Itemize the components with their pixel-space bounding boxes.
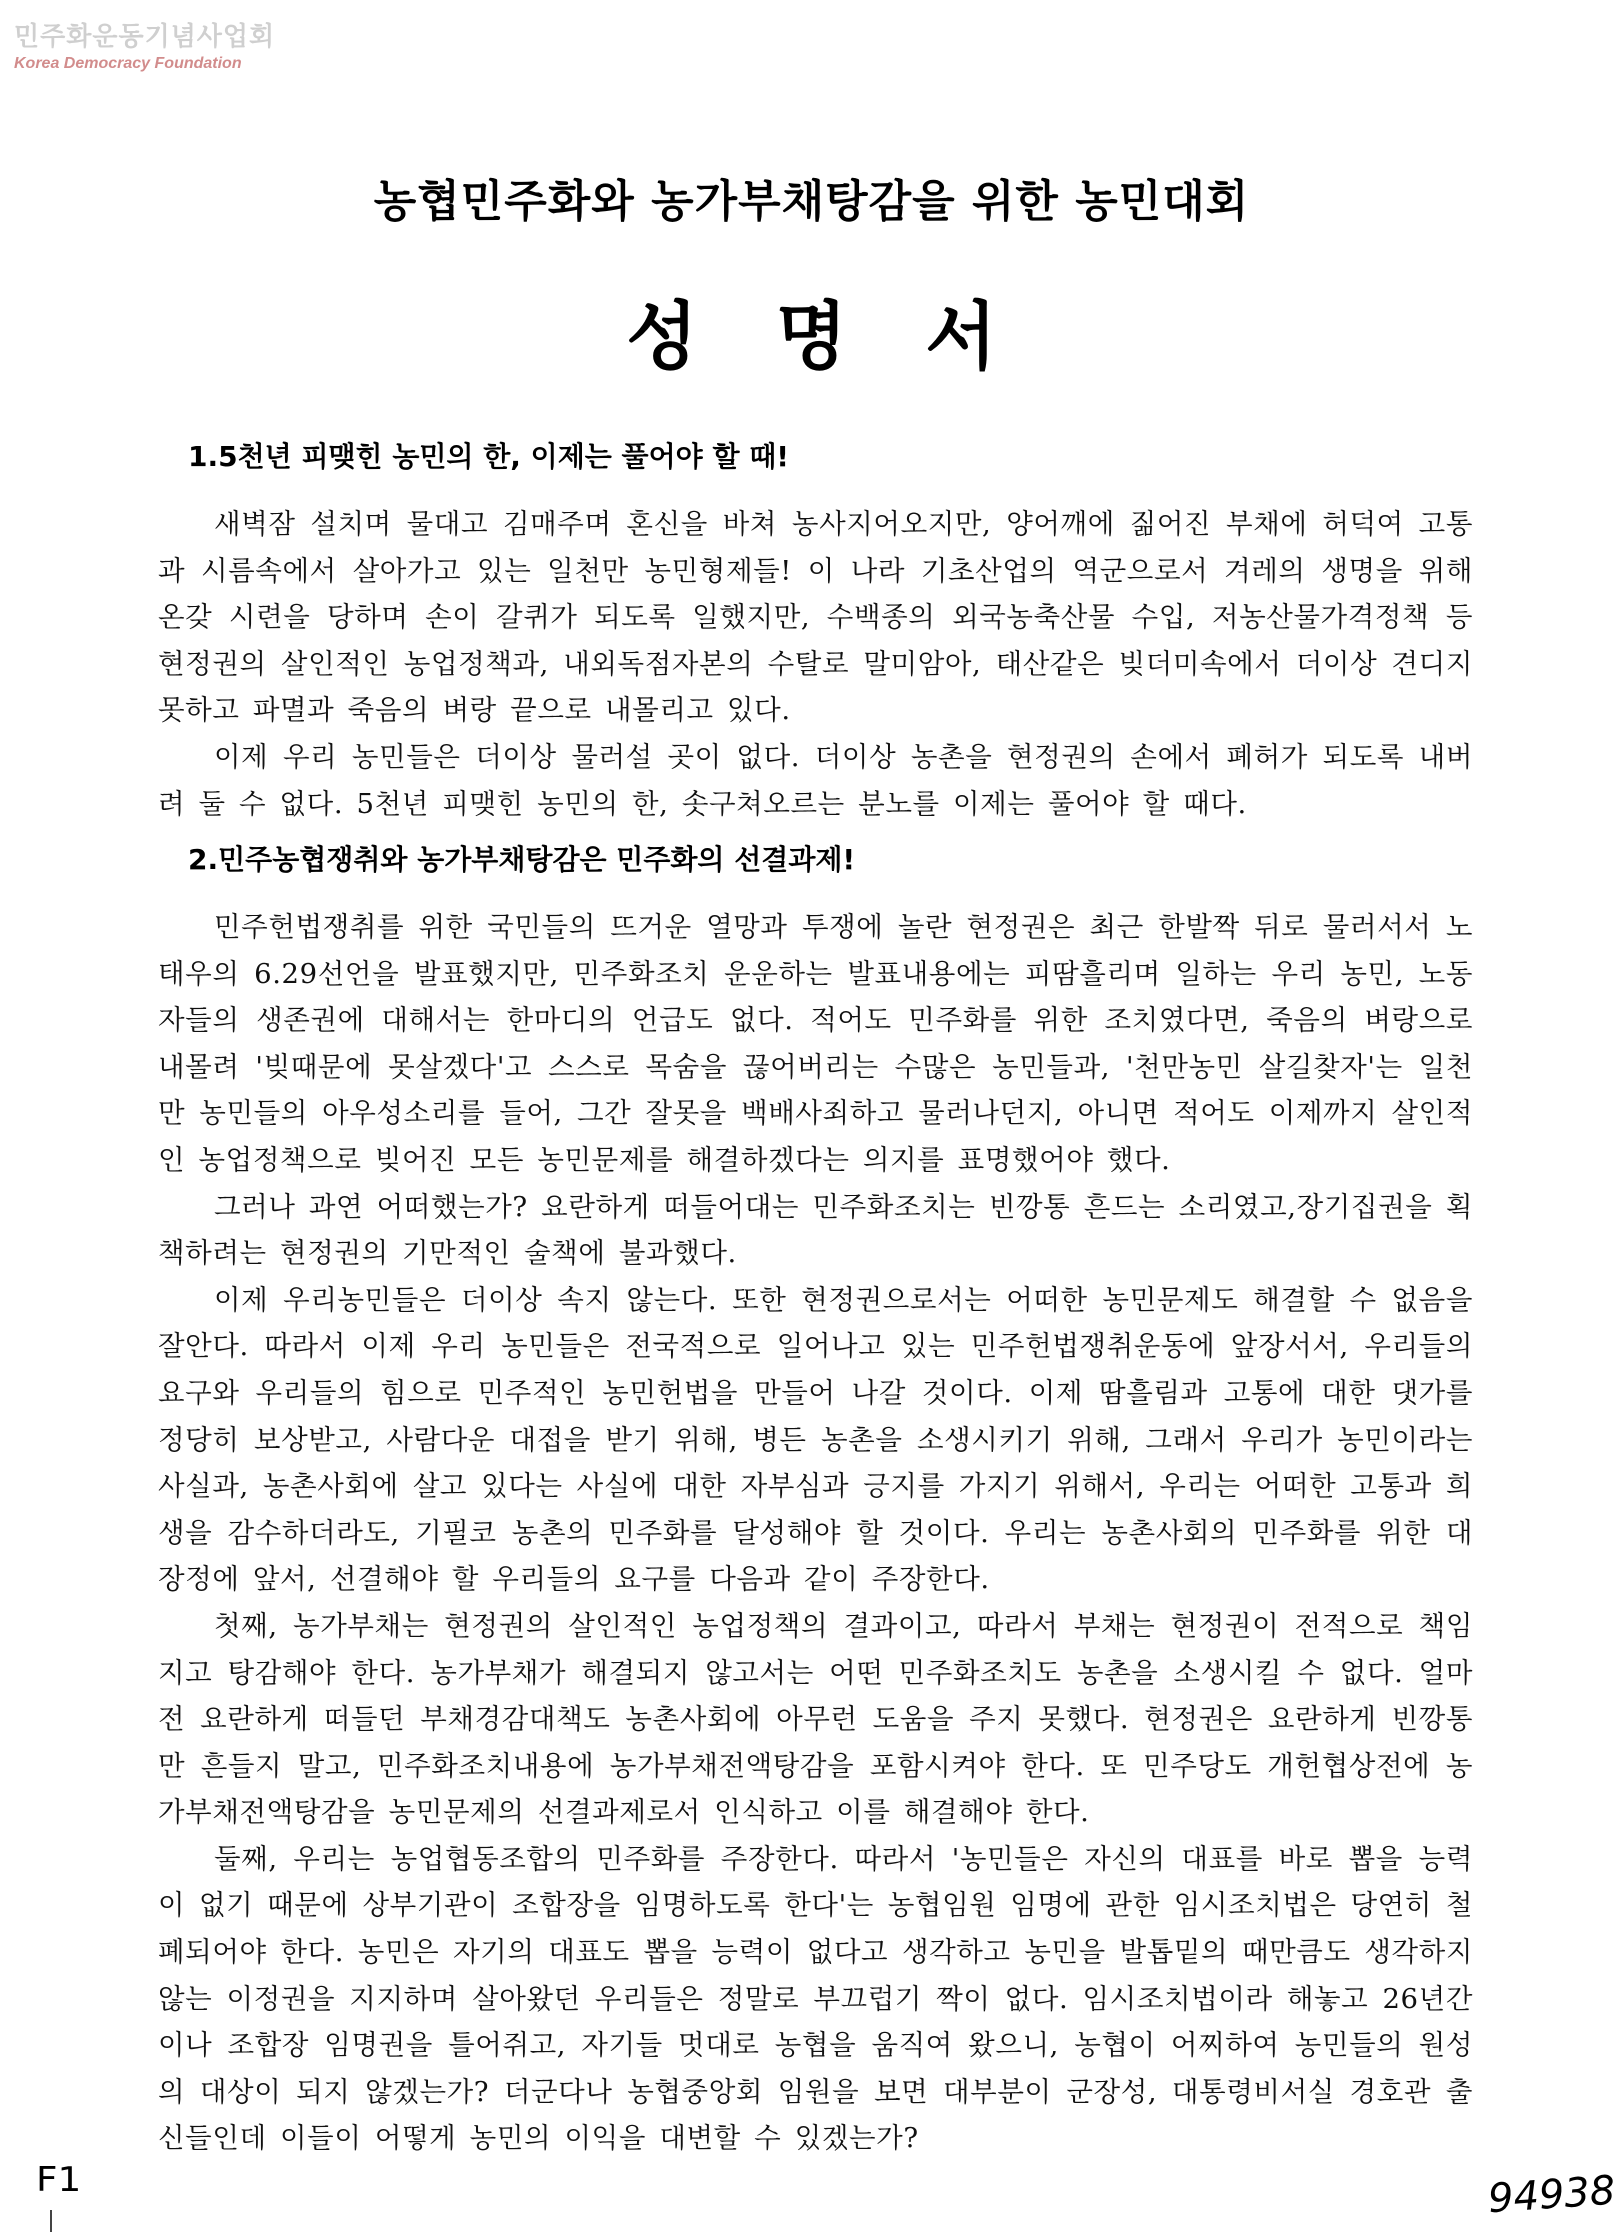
paragraph: 민주헌법쟁취를 위한 국민들의 뜨거운 열망과 투쟁에 놀란 현정권은 최근 한발짝 뒤로 물러서서 노태우의 6.29선언을 발표했지만, 민주화조치 운운하는 발표내용에는 피땀흘리며 일하는 우리 농민, 노동자들의 생존권에 대해서는 한마디의 언급도 없다. 적어도 민주화를 위한 조치였다면, 죽음의 벼랑으로 내몰려 '빚때문에 못살겠다'고 스스로 목숨을 끊어버리는 수많은 농민들과, '천만농민 살길찾자'는 일천만 농민들의 아우성소리를 들어, 그간 잘못을 백배사죄하고 물러나던지, 아니면 적어도 이제까지 살인적인 농업정책으로 빚어진 모든 농민문제를 해결하겠다는 의지를 표명했어야 했다.	[158, 911, 1474, 1176]
paragraph: 이제 우리농민들은 더이상 속지 않는다. 또한 현정권으로서는 어떠한 농민문제도 해결할 수 없음을 잘안다. 따라서 이제 우리 농민들은 전국적으로 일어나고 있는 민주헌법쟁취운동에 앞장서서, 우리들의 요구와 우리들의 힘으로 민주적인 농민헌법을 만들어 나갈 것이다. 이제 땀흘림과 고통에 대한 댓가를 정당히 보상받고, 사람다운 대접을 받기 위해, 병든 농촌을 소생시키기 위해, 그래서 우리가 농민이라는 사실과, 농촌사회에 살고 있다는 사실에 대한 자부심과 긍지를 가지기 위해서, 우리는 어떠한 고통과 희생을 감수하더라도, 기필코 농촌의 민주화를 달성해야 할 것이다. 우리는 농촌사회의 민주화를 위한 대장정에 앞서, 선결해야 할 우리들의 요구를 다음과 같이 주장한다.	[158, 1283, 1473, 1596]
document-subtitle: 성명서	[626, 294, 1075, 380]
paragraph: 이제 우리 농민들은 더이상 물러설 곳이 없다. 더이상 농촌을 현정권의 손에서 폐허가 되도록 내버려 둘 수 없다. 5천년 피맺힌 농민의 한, 솟구쳐오르는 분노를 이제는 풀어야 할 때다.	[158, 740, 1473, 820]
watermark-korean: 민주화운동기념사업회	[14, 22, 276, 52]
section-heading: 1.5천년 피맺힌 농민의 한, 이제는 풀어야 할 때!	[188, 440, 790, 473]
folio-mark: F1	[35, 2160, 82, 2200]
serial-number: 94938	[1486, 2167, 1617, 2223]
section-2	[158, 838, 1473, 2162]
watermark-english: Korea Democracy Foundation	[14, 55, 242, 72]
paragraph: 둘째, 우리는 농업협동조합의 민주화를 주장한다. 따라서 '농민들은 자신의 대표를 바로 뽑을 능력이 없기 때문에 상부기관이 조합장을 임명하도록 한다'는 농협임원 임명에 관한 임시조치법은 당연히 철폐되어야 한다. 농민은 자기의 대표도 뽑을 능력이 없다고 생각하고 농민을 발톱밑의 때만큼도 생각하지 않는 이정권을 지지하며 살아왔던 우리들은 정말로 부끄럽기 짝이 없다. 임시조치법이라 해놓고 26년간이나 조합장 임명권을 틀어쥐고, 자기들 멋대로 농협을 움직여 왔으니, 농협이 어찌하여 농민들의 원성의 대상이 되지 않겠는가? 더군다나 농협중앙회 임원을 보면 대부분이 군장성, 대통령비서실 경호관 출신들인데 이들이 어떻게 농민의 이익을 대변할 수 있겠는가?	[158, 1842, 1473, 2155]
section-1	[158, 435, 1473, 827]
paragraph: 첫째, 농가부채는 현정권의 살인적인 농업정책의 결과이고, 따라서 부채는 현정권이 전적으로 책임지고 탕감해야 한다. 농가부채가 해결되지 않고서는 어떤 민주화조치도 농촌을 소생시킬 수 없다. 얼마전 요란하게 떠들던 부채경감대책도 농촌사회에 아무런 도움을 주지 못했다. 현정권은 요란하게 빈깡통만 흔들지 말고, 민주화조치내용에 농가부채전액탕감을 포함시켜야 한다. 또 민주당도 개헌협상전에 농가부채전액탕감을 농민문제의 선결과제로서 인식하고 이를 해결해야 한다.	[158, 1609, 1473, 1829]
margin-tick	[50, 2210, 52, 2232]
paragraph: 그러나 과연 어떠했는가? 요란하게 떠들어대는 민주화조치는 빈깡통 흔드는 소리였고,장기집권을 획책하려는 현정권의 기만적인 술책에 불과했다.	[158, 1190, 1473, 1270]
section-heading: 2.민주농협쟁취와 농가부채탕감은 민주화의 선결과제!	[188, 843, 856, 876]
document-title: 농협민주화와 농가부채탕감을 위한 농민대회	[373, 176, 1250, 227]
watermark-logo	[14, 16, 314, 86]
paragraph: 새벽잠 설치며 물대고 김매주며 혼신을 바쳐 농사지어오지만, 양어깨에 짊어진 부채에 허덕여 고통과 시름속에서 살아가고 있는 일천만 농민형제들! 이 나라 기초산업의 역군으로서 겨레의 생명을 위해 온갖 시련을 당하며 손이 갈퀴가 되도록 일했지만, 수백종의 외국농축산물 수입, 저농산물가격정책 등 현정권의 살인적인 농업정책과, 내외독점자본의 수탈로 말미암아, 태산같은 빚더미속에서 더이상 견디지 못하고 파멸과 죽음의 벼랑 끝으로 내몰리고 있다.	[158, 508, 1473, 727]
